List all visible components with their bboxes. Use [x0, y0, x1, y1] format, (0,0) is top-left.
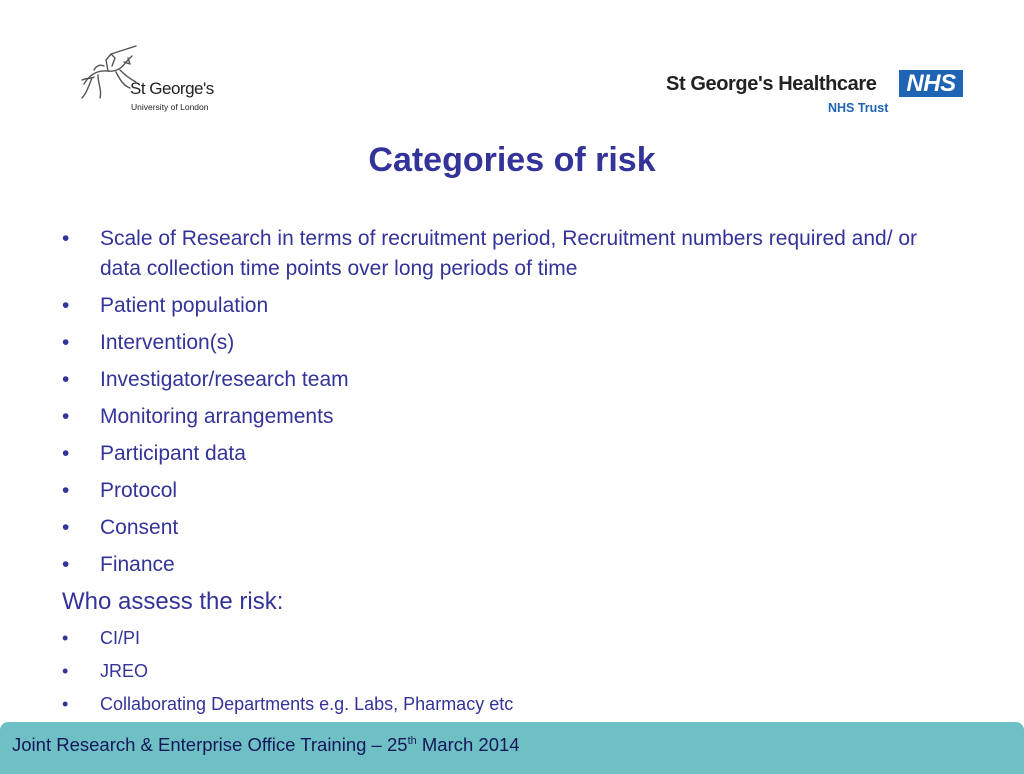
footer-text: [12, 736, 520, 755]
list-item: • Consent: [62, 513, 942, 543]
assessors-list: [62, 625, 942, 717]
footer-text-main: Joint Research & Enterprise Office Training – 25: [12, 734, 408, 755]
nhs-trust-name: St George's Healthcare: [666, 73, 877, 95]
nhs-trust-logo: [662, 68, 967, 120]
list-item: • Intervention(s): [62, 328, 942, 358]
list-item: • Investigator/research team: [62, 365, 942, 395]
list-item: • Collaborating Departments e.g. Labs, Pharmacy etc: [62, 691, 942, 717]
list-item: • JREO: [62, 658, 942, 684]
list-item: • Monitoring arrangements: [62, 402, 942, 432]
list-item: • CI/PI: [62, 625, 942, 651]
list-item: • Scale of Research in terms of recruitment period, Recruitment numbers required and/ or data collection time points over long periods of time: [62, 224, 942, 284]
list-item: • Patient population: [62, 291, 942, 321]
slide-title: Categories of risk: [368, 141, 656, 179]
sgul-name: St George's: [130, 79, 214, 98]
slide-content: [62, 224, 942, 724]
list-item: • Finance: [62, 550, 942, 580]
sgul-subtitle: University of London: [131, 102, 209, 112]
footer-text-date: March 2014: [416, 734, 520, 755]
list-item: • Protocol: [62, 476, 942, 506]
footer-superscript: th: [407, 735, 417, 747]
assessors-heading: Who assess the risk:: [62, 588, 284, 615]
footer-bar: [0, 722, 1024, 774]
nhs-badge: NHS: [899, 70, 963, 97]
list-item: • Participant data: [62, 439, 942, 469]
risk-categories-list: [62, 224, 942, 580]
nhs-trust-label: NHS Trust: [828, 101, 889, 115]
sgul-logo: [78, 44, 228, 120]
